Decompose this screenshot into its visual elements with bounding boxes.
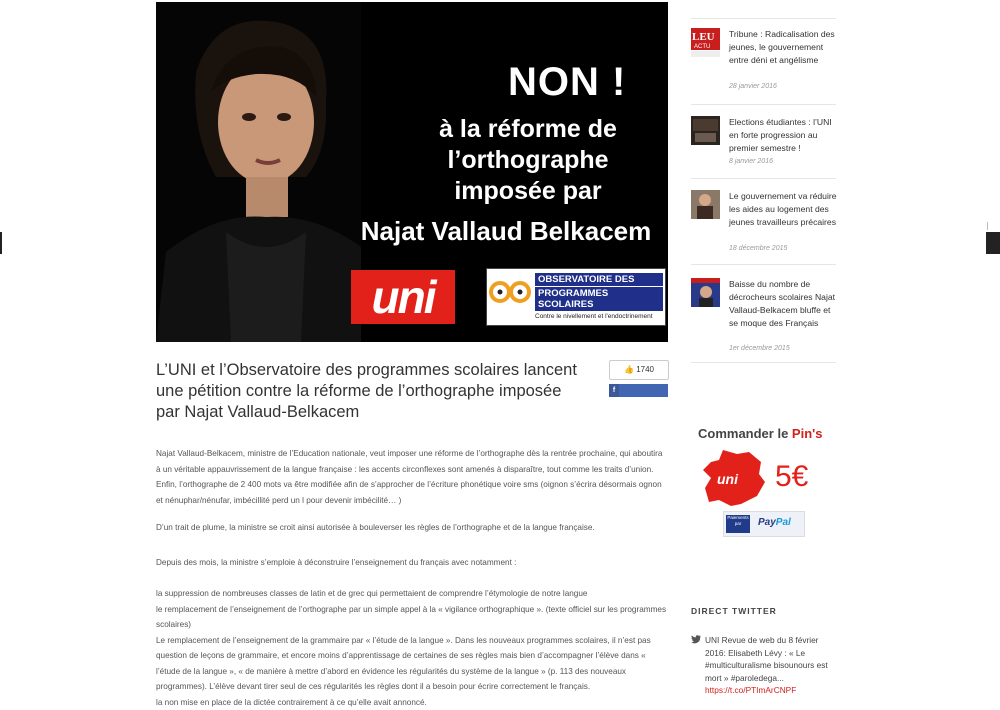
facebook-icon: f xyxy=(609,384,619,397)
map-logo-text: uni xyxy=(717,471,739,487)
portrait-illustration xyxy=(156,2,361,342)
left-edge-marker xyxy=(0,232,2,254)
divider xyxy=(691,178,836,179)
post-thumbnail[interactable] xyxy=(691,190,720,219)
observatoire-title-2: PROGRAMMES SCOLAIRES xyxy=(535,287,663,311)
article-hero-image xyxy=(156,2,668,342)
thumb-logo-text: LEU xyxy=(692,31,715,43)
pins-title-pre: Commander le xyxy=(698,426,792,441)
observatoire-title-1: OBSERVATOIRE DES xyxy=(535,273,663,286)
right-edge-marker xyxy=(986,232,1000,254)
post-thumbnail[interactable] xyxy=(691,28,720,57)
facebook-recommend-button[interactable] xyxy=(609,384,668,397)
uni-logo: uni xyxy=(351,270,455,324)
sidebar-top-date xyxy=(728,0,777,1)
pins-price: 5€ xyxy=(775,460,808,494)
twitter-bird-icon xyxy=(691,635,701,644)
sidebar-post-title[interactable]: Tribune : Radicalisation des jeunes, le gouvernement entre déni et angélisme xyxy=(729,28,837,67)
list-item: la non mise en place de la dictée contrairement à ce qu’elle avait annoncé. xyxy=(156,695,668,710)
list-item: Le remplacement de l’enseignement de la grammaire par « l’étude de la langue ». Dans les nouveaux programmes scolaires, il n’est pas question de leçons de grammaire, et encore moins d’apprentissage de certaines de ses règles mais bien d’accompagner l’élève dans « l’étude de la langue », « de manière à mettre d’abord en évidence les régularités du système de la langue » (p. 113 des nouveaux programmes). L’élève devant tirer seul de ces régularités les règles dont il a besoin pour écrire correctement le français. xyxy=(156,633,668,695)
pins-title-bold: Pin's xyxy=(792,426,823,441)
article-paragraph: Depuis des mois, la ministre s’emploie à déconstruire l’enseignement du français avec notamment : xyxy=(156,555,668,571)
observatoire-logo xyxy=(486,268,666,326)
owl-eyes-icon xyxy=(489,275,531,309)
like-count: 1740 xyxy=(636,365,654,374)
sidebar-post-title[interactable]: Elections étudiantes : l’UNI en forte progression au premier semestre ! xyxy=(729,116,837,155)
pins-order-banner[interactable] xyxy=(691,418,836,538)
divider xyxy=(691,362,836,363)
observatoire-title xyxy=(535,273,663,312)
sidebar-post-date: 28 janvier 2016 xyxy=(729,83,777,90)
divider xyxy=(691,18,836,19)
france-map-icon xyxy=(701,448,767,508)
post-thumbnail[interactable] xyxy=(691,116,720,145)
list-item: la suppression de nombreuses classes de latin et de grec qui permettaient de comprendre l’étymologie de notre langue xyxy=(156,586,668,602)
tweet-text xyxy=(705,634,837,697)
article-title[interactable]: L’UNI et l’Observatoire des programmes scolaires lancent une pétition contre la réforme de l’orthographe imposée par Najat Vallaud-Belkacem xyxy=(156,360,586,423)
hero-subline xyxy=(378,114,668,207)
article-list xyxy=(156,586,668,710)
scroll-tick xyxy=(987,222,988,230)
article-paragraph: Najat Vallaud-Belkacem, ministre de l’Education nationale, veut imposer une réforme de l’orthographe dès la rentrée prochaine, qui aboutira à un véritable appauvrissement de la langue française : les accents circonflexes sont amenés à disparaître, tout comme les traits d’union. Enfin, l’orthographe de 2 400 mots va être modifiée afin de s’approcher de l’écriture phonétique voire sms (oignon s’écrira désormais ognon et nénuphar/nénufar, imbécillité perd un l pour devenir imbécilité… ) xyxy=(156,446,668,508)
sidebar-post-title[interactable]: Le gouvernement va réduire les aides au logement des jeunes travailleurs précaires xyxy=(729,190,837,229)
list-item: le remplacement de l’enseignement de l’orthographe par un simple appel à la « vigilance orthographique ». (texte officiel sur les programmes scolaires) xyxy=(156,602,668,633)
divider xyxy=(691,104,836,105)
paypal-logo xyxy=(758,517,791,528)
observatoire-tagline: Contre le nivellement et l'endoctrinement xyxy=(535,313,653,320)
twitter-heading: DIRECT TWITTER xyxy=(691,606,777,616)
tweet-link[interactable]: https://t.co/PTImArCNPF xyxy=(705,685,796,695)
hero-headline: NON ! xyxy=(508,60,626,105)
tweet-body: UNI Revue de web du 8 février 2016: Elisabeth Lévy : « Le #multiculturalisme bisounours est mort » #paroledega... xyxy=(705,635,828,683)
paypal-button[interactable] xyxy=(723,511,805,537)
sidebar-post-date: 1er décembre 2015 xyxy=(729,345,790,352)
article-paragraph: D’un trait de plume, la ministre se croit ainsi autorisée à bouleverser les règles de l’orthographe et de la langue française. xyxy=(156,520,668,536)
sidebar-post-date: 18 décembre 2015 xyxy=(729,245,787,252)
sidebar-post-date: 8 janvier 2016 xyxy=(729,158,773,165)
hero-subline-1: à la réforme de xyxy=(378,114,668,145)
svg-text:ACTU: ACTU xyxy=(694,44,710,50)
post-thumbnail[interactable] xyxy=(691,278,720,307)
paypal-logo-a: Pay xyxy=(758,517,776,528)
sidebar-post-title[interactable]: Baisse du nombre de décrocheurs scolaires Najat Vallaud-Belkacem bluffe et se moque des Français xyxy=(729,278,837,330)
facebook-like-count[interactable] xyxy=(609,360,669,380)
paypal-logo-b: Pal xyxy=(776,517,791,528)
hero-subline-3: imposée par xyxy=(378,176,668,207)
thumbs-up-icon: 👍 xyxy=(624,365,634,374)
hero-subline-2: l’orthographe xyxy=(378,145,668,176)
hero-name: Najat Vallaud Belkacem xyxy=(346,216,666,247)
recommend-label: Recommander xyxy=(609,400,658,407)
paypal-badge: Paiements par xyxy=(726,515,750,533)
pins-title xyxy=(698,426,822,441)
divider xyxy=(691,264,836,265)
